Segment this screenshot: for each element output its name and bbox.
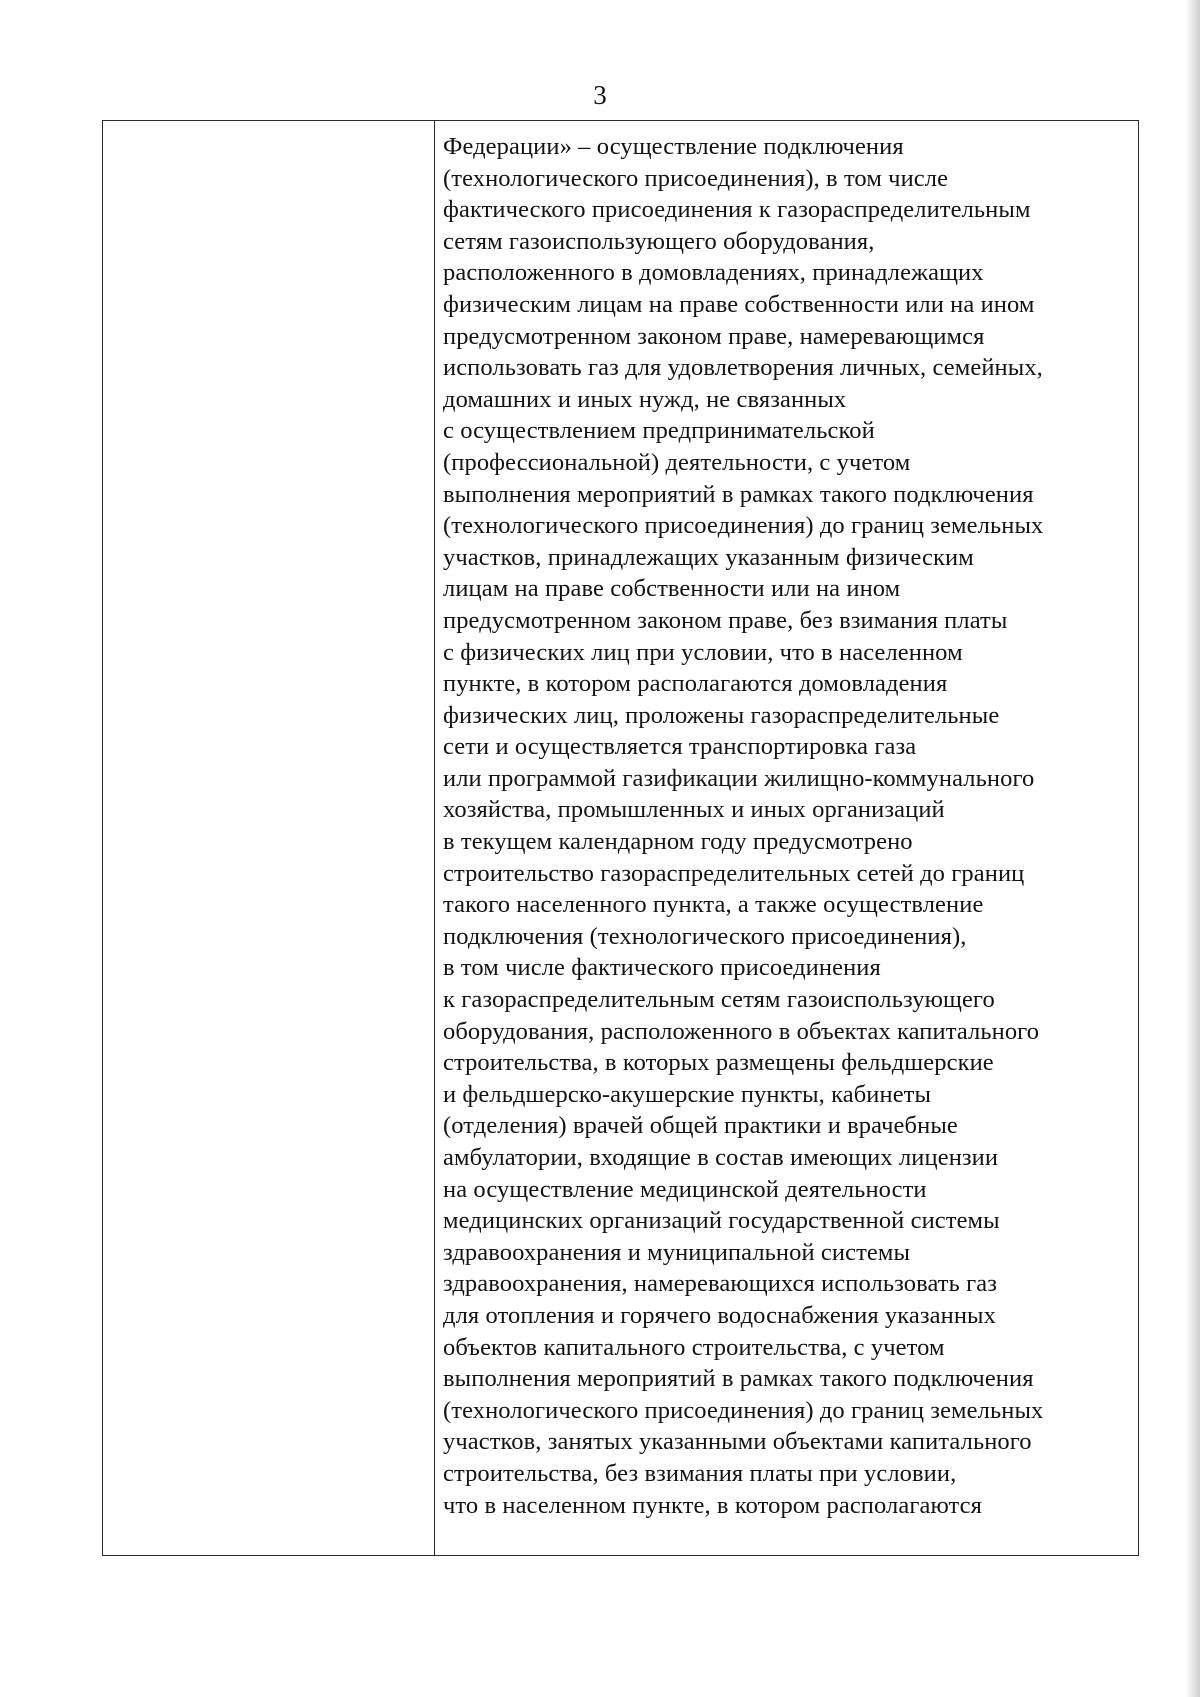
text-line: предусмотренном законом праве, намеревающимся (443, 322, 985, 350)
text-line: участков, принадлежащих указанным физическим (443, 543, 974, 571)
text-line: домашних и иных нужд, не связанных (443, 385, 847, 413)
text-line: к газораспределительным сетям газоиспользующего (443, 986, 995, 1014)
text-line: строительства, в которых размещены фельдшерские (443, 1049, 994, 1077)
text-line: (технологического присоединения) до границ земельных (443, 1396, 1044, 1424)
text-line: на осуществление медицинской деятельности (443, 1175, 927, 1203)
column-divider (434, 121, 435, 1555)
text-line: физических лиц, проложены газораспределительные (443, 701, 1000, 729)
text-line: или программой газификации жилищно-коммунального (443, 764, 1035, 792)
text-line: расположенного в домовладениях, принадлежащих (443, 259, 984, 287)
text-line: хозяйства, промышленных и иных организаций (443, 796, 945, 824)
text-line: здравоохранения и муниципальной системы (443, 1238, 911, 1266)
text-line: здравоохранения, намеревающихся использовать газ (443, 1270, 998, 1298)
text-line: выполнения мероприятий в рамках такого подключения (443, 480, 1034, 508)
page-number: 3 (593, 80, 607, 110)
text-line: (профессиональной) деятельности, с учетом (443, 448, 911, 476)
text-line: и фельдшерско-акушерские пункты, кабинеты (443, 1080, 932, 1108)
text-line: строительство газораспределительных сетей до границ (443, 859, 1025, 887)
text-line: лицам на праве собственности или на ином (443, 575, 901, 603)
text-line: в том числе фактического присоединения (443, 954, 881, 982)
text-line: пункте, в котором располагаются домовладения (443, 670, 948, 698)
text-line: с физических лиц при условии, что в населенном (443, 638, 963, 666)
text-line: фактического присоединения к газораспределительным (443, 196, 1031, 224)
text-line: подключения (технологического присоединения), (443, 922, 967, 950)
text-line: (отделения) врачей общей практики и врачебные (443, 1112, 958, 1140)
text-line: для отопления и горячего водоснабжения указанных (443, 1301, 996, 1329)
table-right-cell (443, 131, 1133, 1521)
text-line: (технологического присоединения) до границ земельных (443, 512, 1044, 540)
text-line: оборудования, расположенного в объектах капитального (443, 1017, 1040, 1045)
text-line: с осуществлением предпринимательской (443, 417, 875, 445)
text-line: такого населенного пункта, а также осуществление (443, 891, 984, 919)
document-table (102, 120, 1139, 1556)
text-line: выполнения мероприятий в рамках такого подключения (443, 1365, 1034, 1393)
text-line: что в населенном пункте, в котором располагаются (443, 1491, 982, 1519)
table-left-cell (103, 121, 434, 1555)
text-line: предусмотренном законом праве, без взимания платы (443, 606, 1008, 634)
text-line: Федерации» – осуществление подключения (443, 133, 904, 160)
text-line: использовать газ для удовлетворения личных, семейных, (443, 354, 1043, 382)
text-line: объектов капитального строительства, с учетом (443, 1333, 945, 1361)
scan-edge-shadow (1186, 0, 1200, 1697)
text-line: сети и осуществляется транспортировка газа (443, 733, 917, 761)
text-line: сетям газоиспользующего оборудования, (443, 227, 875, 255)
text-line: медицинских организаций государственной системы (443, 1207, 1000, 1235)
text-line: строительства, без взимания платы при условии, (443, 1459, 957, 1487)
text-line: участков, занятых указанными объектами капитального (443, 1428, 1032, 1456)
text-line: (технологического присоединения), в том числе (443, 164, 949, 192)
text-line: физическим лицам на праве собственности или на ином (443, 290, 1035, 318)
text-line: в текущем календарном году предусмотрено (443, 828, 913, 856)
text-line: амбулатории, входящие в состав имеющих лицензии (443, 1144, 999, 1171)
